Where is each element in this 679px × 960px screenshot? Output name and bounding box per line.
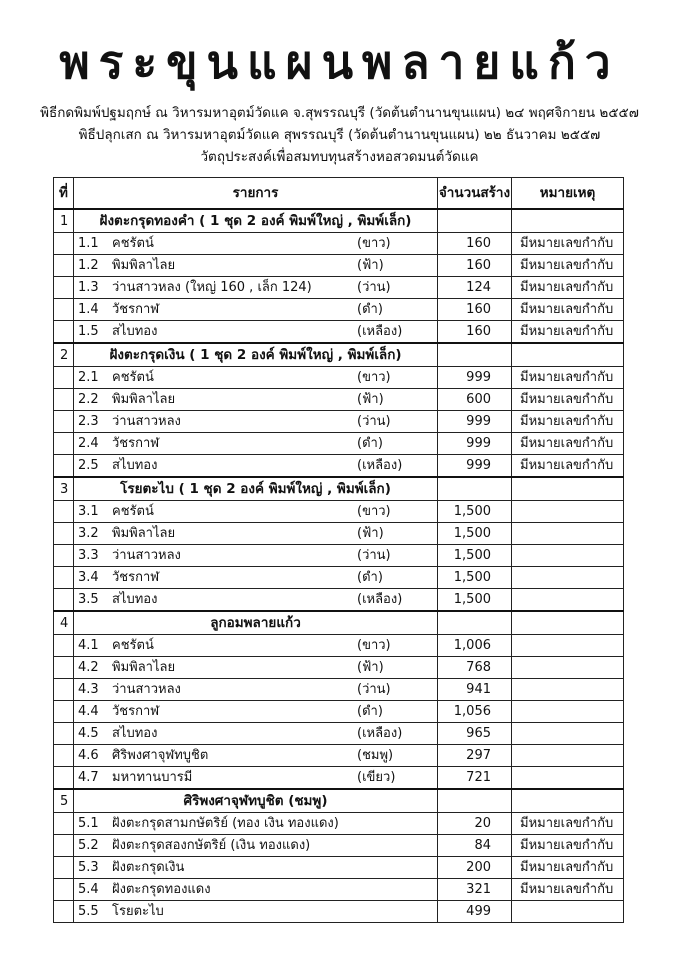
item-wrapper <box>74 658 437 677</box>
item-qty: 768 <box>438 657 512 679</box>
item-note: มีหมายเลขกำกับ <box>512 233 624 255</box>
section-row <box>54 477 624 501</box>
table-row <box>54 367 624 389</box>
item-qty: 965 <box>438 723 512 745</box>
item-cell <box>74 545 438 567</box>
item-color: (ดำ) <box>357 302 383 317</box>
item-wrapper <box>74 836 437 855</box>
item-name: ว่านสาวหลง <box>112 548 181 563</box>
section-row <box>54 209 624 233</box>
item-note <box>512 567 624 589</box>
item-note: มีหมายเลขกำกับ <box>512 277 624 299</box>
item-wrapper <box>74 524 437 543</box>
item-cell <box>74 879 438 901</box>
table-row <box>54 545 624 567</box>
item-cell <box>74 389 438 411</box>
item-cell <box>74 701 438 723</box>
table-row <box>54 857 624 879</box>
item-note <box>512 545 624 567</box>
item-name: วัชรกาฬ <box>112 302 160 317</box>
row-no-empty <box>54 233 74 255</box>
item-note: มีหมายเลขกำกับ <box>512 411 624 433</box>
item-cell <box>74 901 438 923</box>
item-qty: 20 <box>438 813 512 835</box>
table-row <box>54 411 624 433</box>
item-qty: 1,500 <box>438 567 512 589</box>
row-no-empty <box>54 433 74 455</box>
item-note <box>512 679 624 701</box>
item-cell <box>74 255 438 277</box>
item-qty: 1,006 <box>438 635 512 657</box>
item-name: ฝังตะกรุดสองกษัตริย์ (เงิน ทองแดง) <box>112 838 311 853</box>
item-cell <box>74 857 438 879</box>
table-row <box>54 589 624 612</box>
item-wrapper <box>74 434 437 453</box>
row-no-empty <box>54 455 74 478</box>
section-qty-empty <box>438 343 512 367</box>
item-cell <box>74 813 438 835</box>
item-name: สไบทอง <box>112 726 158 741</box>
table-row <box>54 901 624 923</box>
item-number: 4.6 <box>78 748 99 763</box>
item-color: (เหลือง) <box>357 592 403 607</box>
table-header-row <box>54 178 624 210</box>
item-note: มีหมายเลขกำกับ <box>512 321 624 344</box>
section-qty-empty <box>438 209 512 233</box>
table-row <box>54 679 624 701</box>
row-no-empty <box>54 901 74 923</box>
item-wrapper <box>74 502 437 521</box>
header-item: รายการ <box>74 178 438 210</box>
item-wrapper <box>74 768 437 787</box>
item-note <box>512 635 624 657</box>
item-color: (ว่าน) <box>357 414 391 429</box>
section-row <box>54 343 624 367</box>
item-color: (ฟ้า) <box>357 526 384 541</box>
item-note <box>512 901 624 923</box>
table-row <box>54 657 624 679</box>
item-wrapper <box>74 680 437 699</box>
section-note-empty <box>512 789 624 813</box>
item-wrapper <box>74 234 437 253</box>
table-row <box>54 455 624 478</box>
row-no-empty <box>54 545 74 567</box>
document-title: พระขุนแผนพลายแก้ว <box>59 35 620 89</box>
table-row <box>54 277 624 299</box>
item-wrapper <box>74 456 437 475</box>
item-name: ว่านสาวหลง <box>112 414 181 429</box>
item-qty: 124 <box>438 277 512 299</box>
item-color: (เหลือง) <box>357 726 403 741</box>
section-qty-empty <box>438 477 512 501</box>
section-note-empty <box>512 611 624 635</box>
item-note <box>512 745 624 767</box>
subtitle-purpose: วัตถุประสงค์เพื่อสมทบทุนสร้างหอสวดมนต์วัดแค <box>200 149 479 165</box>
amulet-table <box>53 177 624 923</box>
item-wrapper <box>74 702 437 721</box>
item-qty: 160 <box>438 233 512 255</box>
item-number: 2.4 <box>78 436 99 451</box>
table-row <box>54 501 624 523</box>
item-color: (ชมพู) <box>357 748 394 763</box>
item-color: (ฟ้า) <box>357 258 384 273</box>
item-number: 1.1 <box>78 236 99 251</box>
item-name: สไบทอง <box>112 458 158 473</box>
item-qty: 1,500 <box>438 501 512 523</box>
item-number: 2.3 <box>78 414 99 429</box>
item-cell <box>74 835 438 857</box>
item-color: (ดำ) <box>357 436 383 451</box>
item-cell <box>74 523 438 545</box>
item-note: มีหมายเลขกำกับ <box>512 879 624 901</box>
item-note <box>512 589 624 612</box>
item-color: (ว่าน) <box>357 682 391 697</box>
table-row <box>54 433 624 455</box>
item-cell <box>74 745 438 767</box>
table-row <box>54 723 624 745</box>
table-row <box>54 523 624 545</box>
item-note <box>512 701 624 723</box>
item-qty: 499 <box>438 901 512 923</box>
item-color: (ดำ) <box>357 704 383 719</box>
table-row <box>54 321 624 344</box>
item-color: (ฟ้า) <box>357 660 384 675</box>
item-cell <box>74 433 438 455</box>
item-number: 4.2 <box>78 660 99 675</box>
header-note: หมายเหตุ <box>512 178 624 210</box>
item-name: ฝังตะกรุดเงิน <box>112 860 185 875</box>
item-cell <box>74 635 438 657</box>
item-number: 4.3 <box>78 682 99 697</box>
item-number: 3.3 <box>78 548 99 563</box>
section-number: 3 <box>54 477 74 501</box>
item-qty: 1,500 <box>438 523 512 545</box>
item-number: 1.5 <box>78 324 99 339</box>
section-qty-empty <box>438 789 512 813</box>
item-name: มหาทานบารมี <box>112 770 193 785</box>
item-name: ศิริพงศาจุฬทบูชิต <box>112 748 209 763</box>
item-wrapper <box>74 814 437 833</box>
table-row <box>54 879 624 901</box>
section-number: 1 <box>54 209 74 233</box>
item-name: วัชรกาฬ <box>112 436 160 451</box>
section-note-empty <box>512 477 624 501</box>
item-qty: 600 <box>438 389 512 411</box>
header-no: ที่ <box>54 178 74 210</box>
item-qty: 1,500 <box>438 589 512 612</box>
item-qty: 999 <box>438 367 512 389</box>
item-wrapper <box>74 278 437 297</box>
item-name: ว่านสาวหลง (ใหญ่ 160 , เล็ก 124) <box>112 280 312 295</box>
item-number: 5.2 <box>78 838 99 853</box>
item-name: สไบทอง <box>112 592 158 607</box>
item-note: มีหมายเลขกำกับ <box>512 455 624 478</box>
item-qty: 999 <box>438 411 512 433</box>
section-number: 4 <box>54 611 74 635</box>
section-row <box>54 789 624 813</box>
row-no-empty <box>54 767 74 790</box>
item-qty: 200 <box>438 857 512 879</box>
item-number: 4.7 <box>78 770 99 785</box>
item-color: (ว่าน) <box>357 280 391 295</box>
item-number: 1.3 <box>78 280 99 295</box>
table-row <box>54 835 624 857</box>
row-no-empty <box>54 411 74 433</box>
section-row <box>54 611 624 635</box>
header-qty: จำนวนสร้าง <box>438 178 512 210</box>
row-no-empty <box>54 635 74 657</box>
item-name: คชรัตน์ <box>112 638 154 653</box>
row-no-empty <box>54 299 74 321</box>
item-number: 4.5 <box>78 726 99 741</box>
section-title: โรยตะไบ ( 1 ชุด 2 องค์ พิมพ์ใหญ่ , พิมพ์เล็ก) <box>74 477 438 501</box>
item-cell <box>74 589 438 612</box>
item-wrapper <box>74 568 437 587</box>
item-number: 3.2 <box>78 526 99 541</box>
item-note: มีหมายเลขกำกับ <box>512 367 624 389</box>
section-note-empty <box>512 343 624 367</box>
item-name: วัชรกาฬ <box>112 570 160 585</box>
item-color: (เหลือง) <box>357 458 403 473</box>
row-no-empty <box>54 679 74 701</box>
item-color: (ขาว) <box>357 504 391 519</box>
section-title: ลูกอมพลายแก้ว <box>74 611 438 635</box>
item-wrapper <box>74 368 437 387</box>
item-qty: 1,056 <box>438 701 512 723</box>
item-name: พิมพิลาไลย <box>112 258 176 273</box>
item-color: (ว่าน) <box>357 548 391 563</box>
item-number: 4.4 <box>78 704 99 719</box>
item-number: 1.4 <box>78 302 99 317</box>
section-title: ฝังตะกรุดเงิน ( 1 ชุด 2 องค์ พิมพ์ใหญ่ , พิมพ์เล็ก) <box>74 343 438 367</box>
item-wrapper <box>74 300 437 319</box>
row-no-empty <box>54 589 74 612</box>
item-note <box>512 523 624 545</box>
item-color: (ขาว) <box>357 236 391 251</box>
item-color: (เหลือง) <box>357 324 403 339</box>
item-wrapper <box>74 390 437 409</box>
section-qty-empty <box>438 611 512 635</box>
item-number: 5.1 <box>78 816 99 831</box>
table-row <box>54 745 624 767</box>
item-cell <box>74 367 438 389</box>
item-qty: 160 <box>438 255 512 277</box>
subtitle-ceremony-1: พิธีกดพิมพ์ปฐมฤกษ์ ณ วิหารมหาอุตม์วัดแค จ.สุพรรณบุรี (วัดต้นตำนานขุนแผน) ๒๔ พฤศจิกายน ๒๕๕๗ <box>40 105 639 121</box>
section-title: ฝังตะกรุดทองคำ ( 1 ชุด 2 องค์ พิมพ์ใหญ่ , พิมพ์เล็ก) <box>74 209 438 233</box>
item-name: โรยตะไบ <box>112 904 164 919</box>
item-note: มีหมายเลขกำกับ <box>512 433 624 455</box>
item-name: พิมพิลาไลย <box>112 392 176 407</box>
section-title: ศิริพงศาจุฬทบูชิต (ชมพู) <box>74 789 438 813</box>
item-number: 1.2 <box>78 258 99 273</box>
item-wrapper <box>74 858 437 877</box>
item-name: พิมพิลาไลย <box>112 526 176 541</box>
item-cell <box>74 767 438 790</box>
item-name: วัชรกาฬ <box>112 704 160 719</box>
row-no-empty <box>54 723 74 745</box>
table-row <box>54 567 624 589</box>
row-no-empty <box>54 835 74 857</box>
item-name: ฝังตะกรุดทองแดง <box>112 882 211 897</box>
item-name: คชรัตน์ <box>112 236 154 251</box>
item-color: (ดำ) <box>357 570 383 585</box>
item-name: ฝังตะกรุดสามกษัตริย์ (ทอง เงิน ทองแดง) <box>112 816 339 831</box>
item-number: 2.5 <box>78 458 99 473</box>
item-cell <box>74 321 438 344</box>
item-cell <box>74 411 438 433</box>
item-note: มีหมายเลขกำกับ <box>512 857 624 879</box>
item-note <box>512 767 624 790</box>
item-wrapper <box>74 412 437 431</box>
item-note <box>512 723 624 745</box>
item-name: สไบทอง <box>112 324 158 339</box>
item-note <box>512 657 624 679</box>
item-color: (ขาว) <box>357 370 391 385</box>
item-wrapper <box>74 636 437 655</box>
item-cell <box>74 679 438 701</box>
row-no-empty <box>54 277 74 299</box>
item-cell <box>74 299 438 321</box>
item-note: มีหมายเลขกำกับ <box>512 813 624 835</box>
section-number: 5 <box>54 789 74 813</box>
row-no-empty <box>54 879 74 901</box>
item-name: คชรัตน์ <box>112 504 154 519</box>
row-no-empty <box>54 321 74 344</box>
table-row <box>54 255 624 277</box>
row-no-empty <box>54 857 74 879</box>
subtitle-ceremony-2: พิธีปลุกเสก ณ วิหารมหาอุตม์วัดแค สุพรรณบุรี (วัดต้นตำนานขุนแผน) ๒๒ ธันวาคม ๒๕๕๗ <box>78 127 601 143</box>
item-number: 2.2 <box>78 392 99 407</box>
item-qty: 721 <box>438 767 512 790</box>
table-row <box>54 299 624 321</box>
item-qty: 1,500 <box>438 545 512 567</box>
row-no-empty <box>54 701 74 723</box>
item-color: (ฟ้า) <box>357 392 384 407</box>
item-color: (ขาว) <box>357 638 391 653</box>
row-no-empty <box>54 657 74 679</box>
section-number: 2 <box>54 343 74 367</box>
item-note: มีหมายเลขกำกับ <box>512 255 624 277</box>
item-wrapper <box>74 546 437 565</box>
item-qty: 297 <box>438 745 512 767</box>
item-wrapper <box>74 880 437 899</box>
item-color: (เขียว) <box>357 770 396 785</box>
item-note: มีหมายเลขกำกับ <box>512 389 624 411</box>
row-no-empty <box>54 523 74 545</box>
table-row <box>54 813 624 835</box>
item-cell <box>74 277 438 299</box>
item-qty: 160 <box>438 321 512 344</box>
item-qty: 84 <box>438 835 512 857</box>
item-wrapper <box>74 746 437 765</box>
table-row <box>54 635 624 657</box>
table-row <box>54 767 624 790</box>
item-number: 5.5 <box>78 904 99 919</box>
item-wrapper <box>74 322 437 341</box>
item-wrapper <box>74 256 437 275</box>
item-note <box>512 501 624 523</box>
item-number: 5.4 <box>78 882 99 897</box>
item-note: มีหมายเลขกำกับ <box>512 299 624 321</box>
item-wrapper <box>74 590 437 609</box>
section-note-empty <box>512 209 624 233</box>
item-number: 3.1 <box>78 504 99 519</box>
item-qty: 160 <box>438 299 512 321</box>
item-cell <box>74 657 438 679</box>
item-name: ว่านสาวหลง <box>112 682 181 697</box>
item-cell <box>74 723 438 745</box>
item-number: 5.3 <box>78 860 99 875</box>
table-row <box>54 233 624 255</box>
item-qty: 941 <box>438 679 512 701</box>
item-qty: 999 <box>438 433 512 455</box>
item-name: คชรัตน์ <box>112 370 154 385</box>
row-no-empty <box>54 813 74 835</box>
table-body <box>54 209 624 923</box>
item-qty: 999 <box>438 455 512 478</box>
item-cell <box>74 455 438 478</box>
item-number: 3.4 <box>78 570 99 585</box>
item-number: 3.5 <box>78 592 99 607</box>
item-number: 2.1 <box>78 370 99 385</box>
table-row <box>54 701 624 723</box>
item-qty: 321 <box>438 879 512 901</box>
item-cell <box>74 567 438 589</box>
item-note: มีหมายเลขกำกับ <box>512 835 624 857</box>
item-name: พิมพิลาไลย <box>112 660 176 675</box>
row-no-empty <box>54 255 74 277</box>
row-no-empty <box>54 567 74 589</box>
row-no-empty <box>54 389 74 411</box>
row-no-empty <box>54 367 74 389</box>
row-no-empty <box>54 745 74 767</box>
item-cell <box>74 233 438 255</box>
item-cell <box>74 501 438 523</box>
row-no-empty <box>54 501 74 523</box>
table-row <box>54 389 624 411</box>
item-wrapper <box>74 902 437 921</box>
item-wrapper <box>74 724 437 743</box>
item-number: 4.1 <box>78 638 99 653</box>
